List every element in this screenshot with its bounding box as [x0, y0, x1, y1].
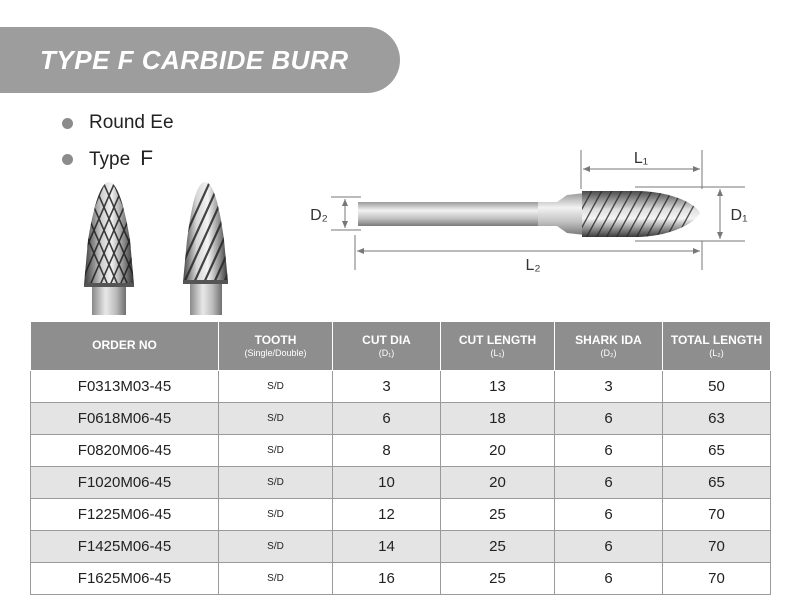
- cell-order-no: F1020M06-45: [31, 467, 219, 499]
- cell-shank-dia: 6: [555, 467, 663, 499]
- bullet-dot-icon: [62, 118, 73, 129]
- cell-total-length: 70: [663, 531, 771, 563]
- col-cut-length: CUT LENGTH (L₁): [441, 322, 555, 371]
- label-d1: D₁: [730, 207, 748, 224]
- bullet-shape-text: Round Ee: [89, 112, 174, 133]
- bullet-type: [62, 146, 153, 172]
- cell-tooth: S/D: [219, 531, 333, 563]
- cell-cut-length: 20: [441, 435, 555, 467]
- cell-cut-length: 25: [441, 499, 555, 531]
- cell-order-no: F1425M06-45: [31, 531, 219, 563]
- table-row: [31, 499, 771, 531]
- cell-shank-dia: 6: [555, 531, 663, 563]
- cell-cut-length: 13: [441, 371, 555, 403]
- burr-photo-single-cut: [178, 180, 233, 315]
- cell-tooth: S/D: [219, 563, 333, 595]
- burr-photo-double-cut: [78, 180, 140, 315]
- cell-total-length: 65: [663, 467, 771, 499]
- cell-order-no: F0820M06-45: [31, 435, 219, 467]
- cell-cut-dia: 8: [333, 435, 441, 467]
- cell-shank-dia: 3: [555, 371, 663, 403]
- cell-tooth: S/D: [219, 499, 333, 531]
- bullet-shape: [62, 110, 174, 136]
- cell-shank-dia: 6: [555, 435, 663, 467]
- table-row: [31, 435, 771, 467]
- table-row: [31, 403, 771, 435]
- bullet-type-value: F: [140, 147, 154, 170]
- cell-cut-length: 18: [441, 403, 555, 435]
- col-tooth: TOOTH (Single/Double): [219, 322, 333, 371]
- cell-order-no: F0313M03-45: [31, 371, 219, 403]
- cell-order-no: F1625M06-45: [31, 563, 219, 595]
- cell-shank-dia: 6: [555, 563, 663, 595]
- dimension-diagram: [295, 145, 775, 275]
- label-d2: D₂: [310, 207, 328, 224]
- bullet-type-label: Type: [89, 149, 131, 170]
- cell-shank-dia: 6: [555, 403, 663, 435]
- cell-cut-length: 25: [441, 563, 555, 595]
- spec-table: [30, 321, 771, 595]
- table-header-row: [31, 322, 771, 371]
- cell-total-length: 63: [663, 403, 771, 435]
- cell-cut-dia: 14: [333, 531, 441, 563]
- cell-cut-dia: 12: [333, 499, 441, 531]
- cell-tooth: S/D: [219, 467, 333, 499]
- cell-cut-length: 25: [441, 531, 555, 563]
- table-row: [31, 563, 771, 595]
- label-l1: L₁: [633, 150, 649, 167]
- cell-order-no: F0618M06-45: [31, 403, 219, 435]
- cell-tooth: S/D: [219, 435, 333, 467]
- cell-total-length: 70: [663, 499, 771, 531]
- cell-order-no: F1225M06-45: [31, 499, 219, 531]
- cell-tooth: S/D: [219, 403, 333, 435]
- cell-shank-dia: 6: [555, 499, 663, 531]
- col-total-length: TOTAL LENGTH (L₂): [663, 322, 771, 371]
- cell-cut-length: 20: [441, 467, 555, 499]
- page-title: TYPE F CARBIDE BURR: [40, 45, 349, 75]
- cell-total-length: 65: [663, 435, 771, 467]
- label-l2: L₂: [525, 257, 541, 274]
- cell-cut-dia: 10: [333, 467, 441, 499]
- cell-tooth: S/D: [219, 371, 333, 403]
- diagram-shank: [358, 202, 538, 226]
- table-row: [31, 531, 771, 563]
- col-shank-dia: SHARK IDA (D₂): [555, 322, 663, 371]
- cell-total-length: 70: [663, 563, 771, 595]
- table-row: [31, 467, 771, 499]
- bullet-type-text: [89, 147, 153, 171]
- cell-cut-dia: 16: [333, 563, 441, 595]
- cell-cut-dia: 3: [333, 371, 441, 403]
- diagram-neck: [538, 193, 585, 235]
- cell-cut-dia: 6: [333, 403, 441, 435]
- table-row: [31, 371, 771, 403]
- col-cut-dia: CUT DIA (D₁): [333, 322, 441, 371]
- cell-total-length: 50: [663, 371, 771, 403]
- title-banner: [0, 27, 400, 93]
- bullet-dot-icon: [62, 154, 73, 165]
- col-order-no: ORDER NO: [31, 322, 219, 371]
